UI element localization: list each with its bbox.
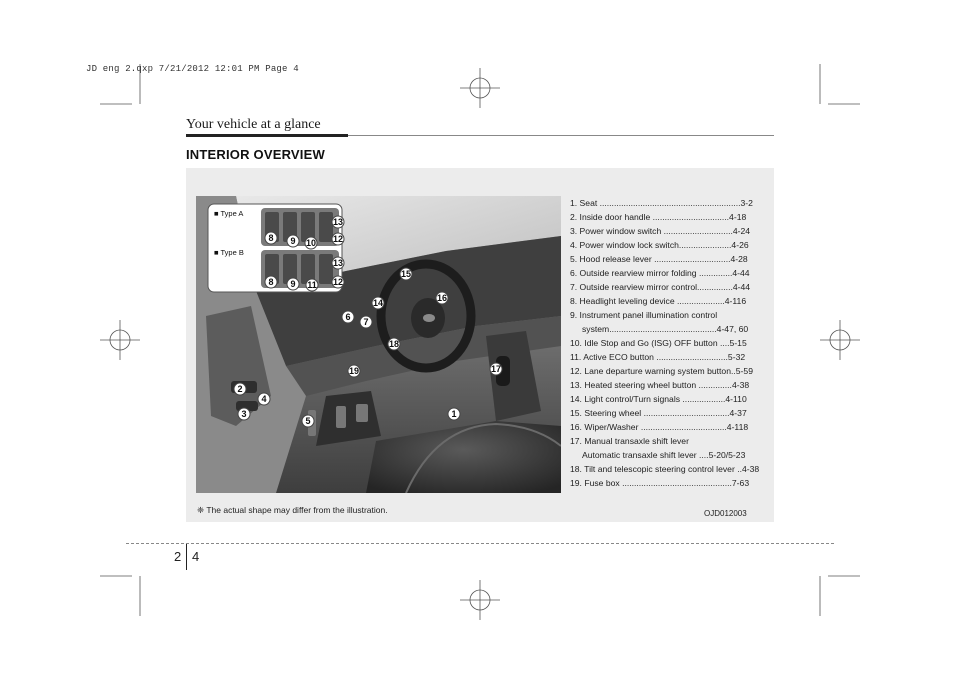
callout-number: 17 <box>490 364 502 374</box>
callout-number: 8 <box>268 233 274 243</box>
callout-number: 6 <box>345 312 351 322</box>
inset-type-b-label: ■ Type B <box>214 248 244 257</box>
callout-number: 2 <box>237 384 243 394</box>
component-list-item: 13. Heated steering wheel button ..............4-38 <box>570 380 750 390</box>
page-number-value: 4 <box>192 549 200 564</box>
print-slug: JD eng 2.qxp 7/21/2012 12:01 PM Page 4 <box>86 64 299 74</box>
callout-number: 12 <box>332 277 344 287</box>
page-number <box>192 549 199 564</box>
interior-illustration <box>196 196 561 493</box>
callout-number: 4 <box>261 394 267 404</box>
footer-dashed-rule <box>126 543 834 544</box>
section-title: INTERIOR OVERVIEW <box>186 147 325 162</box>
component-list-item: 9. Instrument panel illumination control <box>570 310 718 320</box>
callout-number: 11 <box>307 280 317 290</box>
component-list-item: 1. Seat ...........................................................3-2 <box>570 198 753 208</box>
component-list-item-continued: system.............................................4-47, 60 <box>582 324 749 334</box>
callout-number: 16 <box>436 293 448 303</box>
component-list-item: 17. Manual transaxle shift lever <box>570 436 689 446</box>
callout-number: 12 <box>332 234 344 244</box>
component-list-item: 19. Fuse box ..............................................7-63 <box>570 478 750 488</box>
callout-number: 10 <box>305 238 317 248</box>
component-list-item: 11. Active ECO button ..............................5-32 <box>570 352 746 362</box>
callout-number: 14 <box>372 298 384 308</box>
component-list-item: 15. Steering wheel ....................................4-37 <box>570 408 747 418</box>
component-list-item: 10. Idle Stop and Go (ISG) OFF button ....5-15 <box>570 338 747 348</box>
header-rule-accent <box>186 134 348 137</box>
page-chapter: 2 <box>174 549 182 564</box>
component-list <box>570 196 770 490</box>
callout-number: 5 <box>305 416 311 426</box>
component-list-item: 4. Power window lock switch......................4-26 <box>570 240 749 250</box>
callout-number: 13 <box>332 258 344 268</box>
callout-number: 13 <box>332 217 344 227</box>
callout-number: 3 <box>241 409 247 419</box>
component-list-item: 8. Headlight leveling device ....................4-116 <box>570 296 747 306</box>
callout-number: 18 <box>388 339 400 349</box>
component-list-item: 2. Inside door handle ................................4-18 <box>570 212 747 222</box>
component-list-item: 3. Power window switch .............................4-24 <box>570 226 751 236</box>
component-list-item: 14. Light control/Turn signals ..................4-110 <box>570 394 747 404</box>
callout-number: 9 <box>290 236 296 246</box>
callout-number: 8 <box>268 277 274 287</box>
chapter-header-title: Your vehicle at a glance <box>186 117 321 132</box>
page-number-divider <box>186 544 187 570</box>
illustration-note: ❈ The actual shape may differ from the illustration. <box>197 505 388 515</box>
inset-type-a-label: ■ Type A <box>214 209 244 218</box>
image-code: OJD012003 <box>704 509 747 518</box>
component-list-item: 18. Tilt and telescopic steering control lever ..4-38 <box>570 464 760 474</box>
component-list-item: 7. Outside rearview mirror control...............4-44 <box>570 282 751 292</box>
callout-number: 19 <box>348 366 360 376</box>
component-list-item: 6. Outside rearview mirror folding ..............4-44 <box>570 268 750 278</box>
component-list-item-continued: Automatic transaxle shift lever ....5-20/5-23 <box>582 450 746 460</box>
component-list-item: 5. Hood release lever ................................4-28 <box>570 254 748 264</box>
page-chapter-number <box>174 549 181 564</box>
callout-number: 9 <box>290 279 296 289</box>
callout-number: 1 <box>451 409 457 419</box>
component-list-item: 12. Lane departure warning system button..5-59 <box>570 366 753 376</box>
callout-number: 7 <box>363 317 369 327</box>
callout-number: 15 <box>400 269 412 279</box>
component-list-item: 16. Wiper/Washer ....................................4-118 <box>570 422 749 432</box>
